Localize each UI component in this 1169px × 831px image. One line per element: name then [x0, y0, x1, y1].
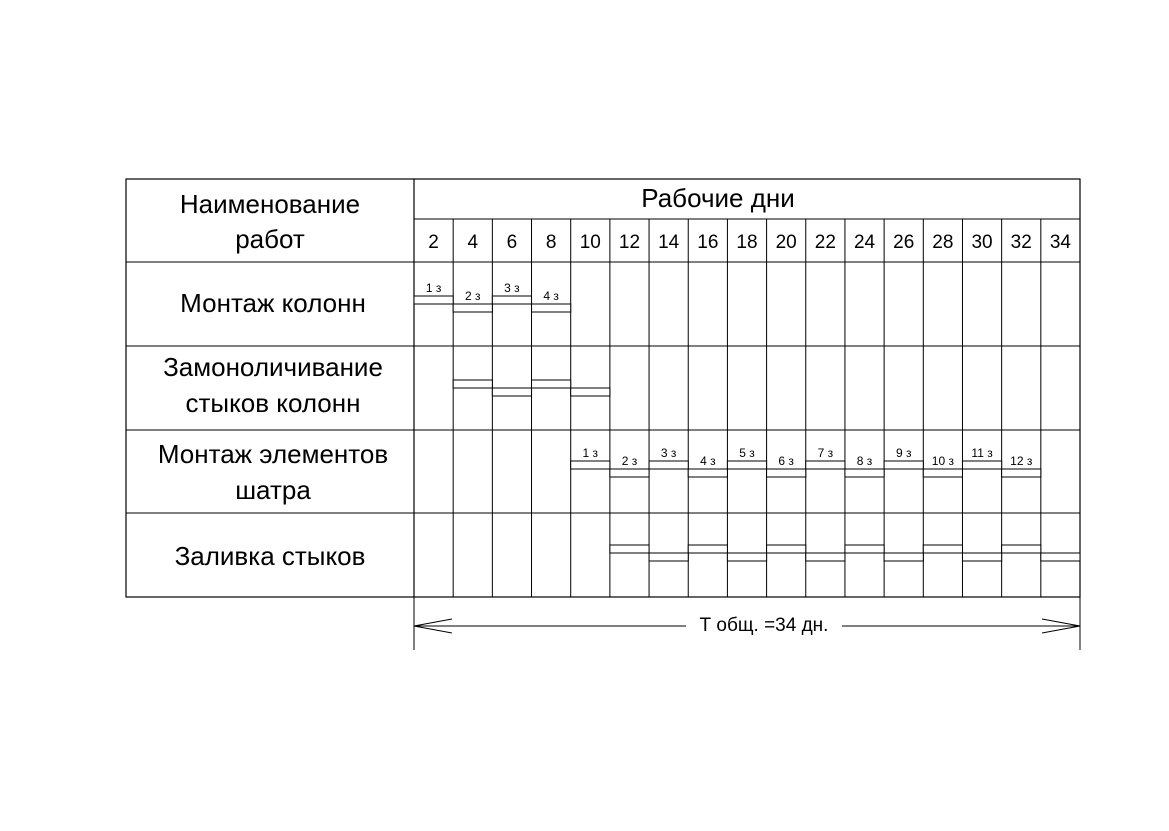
name-header-line-1: Наименование — [179, 189, 361, 219]
work-bar — [649, 553, 688, 561]
work-bar — [1002, 545, 1041, 553]
day-labels — [428, 232, 1071, 253]
work-bar — [962, 553, 1001, 561]
work-bar — [727, 553, 766, 561]
day-label: 26 — [893, 232, 915, 253]
work-bar — [806, 553, 845, 561]
work-bar — [492, 296, 531, 304]
bar-tag-label: 1 з — [425, 281, 442, 295]
bar-tag-label: 4 з — [700, 454, 716, 468]
work-bar — [884, 553, 923, 561]
work-bar — [610, 469, 649, 477]
work-bar — [962, 461, 1001, 469]
work-bar — [845, 545, 884, 553]
day-label: 16 — [697, 232, 719, 253]
row-label-mount-columns: Монтаж колонн — [180, 288, 366, 318]
work-bar — [767, 469, 806, 477]
row-label-mount-roof-line-1: Монтаж элементов — [157, 439, 389, 469]
row-label-fill-joints: Заливка стыков — [174, 541, 366, 571]
work-bar — [453, 380, 492, 388]
work-bar — [884, 461, 923, 469]
work-bar — [532, 380, 571, 388]
work-bar — [571, 461, 610, 469]
work-bar — [688, 469, 727, 477]
day-label: 14 — [658, 232, 680, 253]
work-bar — [492, 388, 531, 396]
bar-tag-label: 8 з — [856, 454, 873, 468]
work-bar — [1002, 469, 1041, 477]
days-title: Рабочие дни — [641, 183, 795, 213]
day-label: 24 — [853, 232, 876, 253]
bar-tag-label: 3 з — [504, 281, 520, 295]
bar-tag-label: 12 з — [1010, 454, 1033, 468]
work-bars — [414, 281, 1080, 561]
day-label: 32 — [1010, 232, 1032, 253]
row-label-grout-columns-line-1: Замоноличивание — [163, 352, 383, 382]
work-bar — [532, 304, 571, 312]
row-label-mount-roof-line-2: шатра — [235, 475, 311, 505]
name-header-line-2: работ — [235, 224, 305, 254]
day-label: 18 — [736, 232, 758, 253]
total-duration-label: Т общ. =34 дн. — [699, 615, 829, 636]
work-bar — [649, 461, 688, 469]
row-label-grout-columns-line-2: стыков колонн — [185, 388, 361, 418]
work-bar — [727, 461, 766, 469]
day-label: 10 — [579, 232, 601, 253]
bar-tag-label: 1 з — [582, 446, 599, 460]
day-label: 28 — [932, 232, 954, 253]
day-label: 2 — [428, 232, 439, 253]
day-label: 6 — [506, 232, 518, 253]
bar-tag-label: 5 з — [739, 446, 755, 460]
work-bar — [923, 469, 962, 477]
work-bar — [610, 545, 649, 553]
work-bar — [806, 461, 845, 469]
work-bar — [923, 545, 962, 553]
work-bar — [767, 545, 806, 553]
bar-tag-label: 9 з — [895, 446, 912, 460]
work-bar — [688, 545, 727, 553]
day-label: 4 — [467, 232, 479, 253]
bar-tag-label: 2 з — [465, 289, 481, 303]
day-label: 8 — [545, 232, 557, 253]
work-bar — [453, 304, 492, 312]
bar-tag-label: 6 з — [778, 454, 794, 468]
day-label: 34 — [1049, 232, 1071, 253]
bar-tag-label: 2 з — [621, 454, 638, 468]
bar-tag-label: 3 з — [660, 446, 677, 460]
bar-tag-label: 10 з — [931, 454, 954, 468]
work-bar — [414, 296, 453, 304]
day-label: 22 — [814, 232, 836, 253]
bar-tag-label: 11 з — [971, 446, 993, 460]
bar-tag-label: 7 з — [817, 446, 834, 460]
bar-tag-label: 4 з — [543, 289, 559, 303]
work-bar — [845, 469, 884, 477]
day-label: 12 — [618, 232, 641, 253]
work-bar — [571, 388, 610, 396]
work-bar — [1041, 553, 1080, 561]
day-label: 20 — [775, 232, 797, 253]
day-label: 30 — [971, 232, 993, 253]
